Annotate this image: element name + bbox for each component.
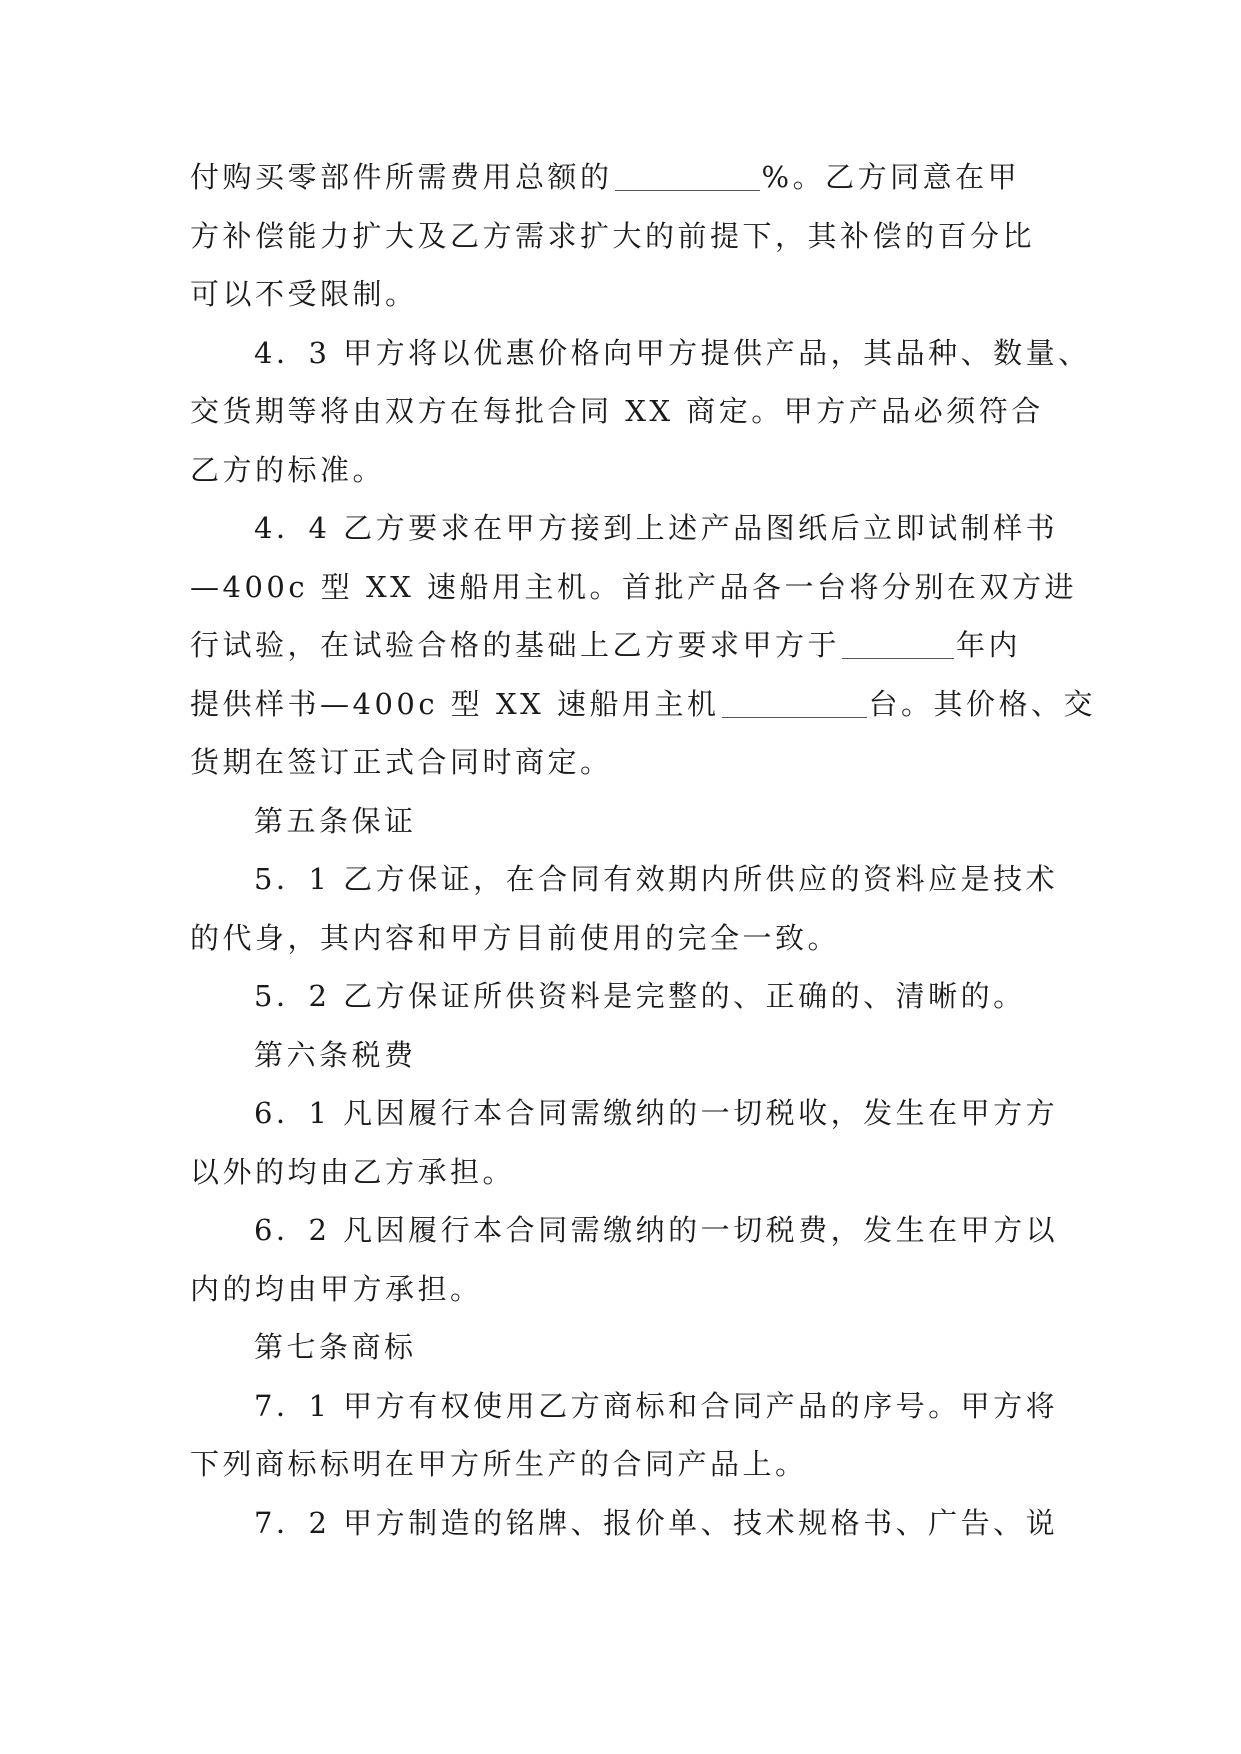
clause-7-2: 7．2 甲方制造的铭牌、报价单、技术规格书、广告、说: [254, 1505, 1059, 1540]
paragraph-line: 下列商标标明在甲方所生产的合同产品上。: [190, 1447, 808, 1481]
paragraph-line: 可以不受限制。: [190, 277, 418, 311]
paragraph-line: 内的均由甲方承担。: [190, 1271, 483, 1306]
paragraph-line: 的代身，其内容和甲方目前使用的完全一致。: [190, 920, 841, 955]
paragraph-line: 方补偿能力扩大及乙方需求扩大的前提下，其补偿的百分比: [190, 218, 1036, 253]
paragraph-line: [190, 675, 1097, 734]
text: %。乙方同意在甲: [761, 160, 1021, 194]
paragraph-line: 乙方的标准。: [190, 452, 386, 487]
paragraph-line: 以外的均由乙方承担。: [190, 1154, 516, 1189]
document-page: [190, 148, 1097, 1552]
fill-in-blank: [615, 168, 760, 191]
text: 台。其价格、交: [868, 686, 1097, 721]
clause-6-2: 6．2 凡因履行本合同需缴纳的一切税费，发生在甲方以: [254, 1213, 1059, 1247]
text: 行试验，在试验合格的基础上乙方要求甲方于: [190, 628, 841, 662]
text: 提供样书—400c 型 XX 速船用主机: [190, 686, 720, 721]
clause-4-4: 4．4 乙方要求在甲方接到上述产品图纸后立即试制样书: [254, 511, 1059, 545]
paragraph-line: 交货期等将由双方在每批合同 XX 商定。甲方产品必须符合: [190, 394, 1044, 428]
clause-4-3: 4．3 甲方将以优惠价格向甲方提供产品，其品种、数量、: [254, 335, 1091, 370]
fill-in-blank: [842, 636, 954, 659]
clause-5-1: 5．1 乙方保证，在合同有效期内所供应的资料应是技术: [254, 862, 1059, 896]
article-6-heading: 第六条税费: [254, 1037, 417, 1072]
clause-6-1: 6．1 凡因履行本合同需缴纳的一切税收，发生在甲方方: [254, 1096, 1059, 1130]
paragraph-line: —400c 型 XX 速船用主机。首批产品各一台将分别在双方进: [190, 569, 1078, 604]
clause-7-1: 7．1 甲方有权使用乙方商标和合同产品的序号。甲方将: [254, 1388, 1059, 1423]
article-7-heading: 第七条商标: [254, 1330, 417, 1364]
paragraph-line: 货期在签订正式合同时商定。: [190, 745, 613, 779]
text: 付购买零部件所需费用总额的: [190, 160, 613, 194]
text: 年内: [956, 628, 1022, 662]
paragraph-line: [190, 148, 1050, 207]
article-5-heading: 第五条保证: [254, 803, 417, 838]
clause-5-2: 5．2 乙方保证所供资料是完整的、正确的、清晰的。: [254, 979, 1026, 1013]
paragraph-line: [190, 616, 1050, 675]
fill-in-blank: [722, 695, 867, 718]
